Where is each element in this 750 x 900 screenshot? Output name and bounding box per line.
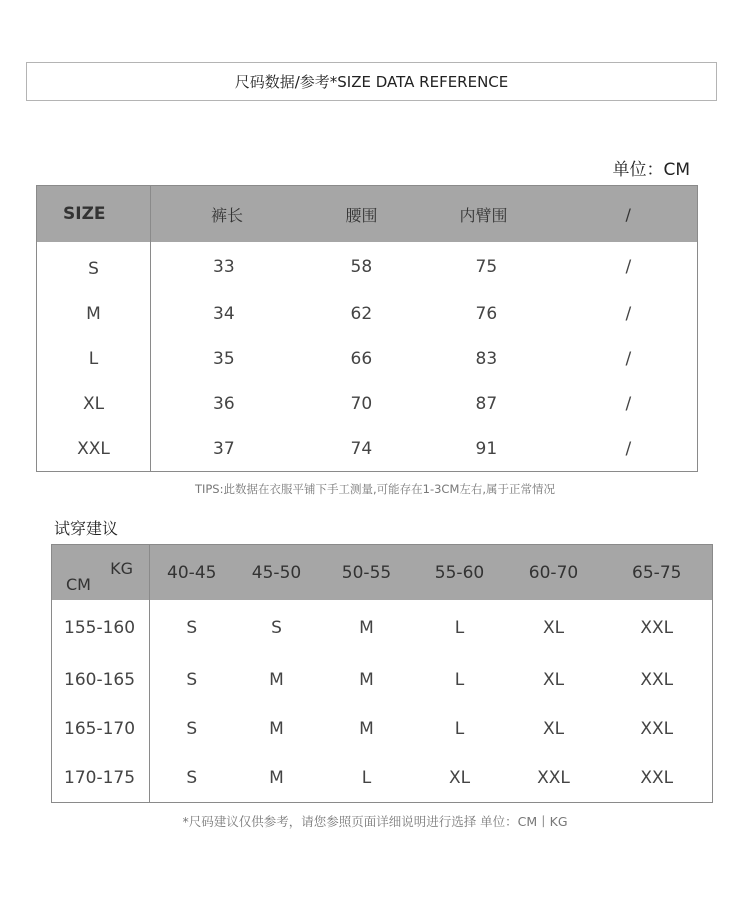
size-cell: XXL (640, 617, 674, 638)
waist-cell: 74 (350, 438, 373, 459)
size-cell: M (269, 767, 284, 788)
slash-cell: / (625, 393, 632, 414)
inner-arm-cell: 87 (475, 393, 498, 414)
header-waist: 腰围 (287, 186, 402, 243)
size-cell: M (269, 718, 284, 739)
weight-unit-label: KG (110, 559, 133, 578)
size-cell: S (271, 617, 282, 638)
pants-length-cell: 36 (213, 393, 235, 414)
size-cell: XL (448, 767, 471, 788)
header-slash: / (554, 186, 698, 243)
fit-advice-table (51, 544, 713, 803)
table-row (37, 426, 698, 472)
table-row (37, 381, 698, 426)
size-cell: XL (37, 381, 151, 426)
header-inner-arm: 内臂围 (402, 186, 554, 243)
inner-arm-cell: 76 (475, 303, 498, 324)
slash-cell: / (625, 303, 632, 324)
inner-arm-cell: 83 (475, 348, 498, 369)
unit-label: 单位：CM (612, 160, 690, 180)
height-cell: 160-165 (52, 655, 150, 704)
weight-header: 50-55 (320, 545, 414, 601)
table-row (37, 336, 698, 381)
size-cell: XXL (640, 669, 674, 690)
weight-header: 40-45 (150, 545, 234, 601)
size-cell: XL (542, 718, 565, 739)
slash-cell: / (625, 438, 632, 459)
size-reference-banner (26, 62, 717, 101)
inner-arm-cell: 91 (475, 438, 498, 459)
size-cell: XXL (640, 718, 674, 739)
height-unit-label: CM (66, 575, 91, 594)
waist-cell: 70 (350, 393, 373, 414)
height-cell: 165-170 (52, 704, 150, 753)
measurement-tips: TIPS:此数据在衣服平铺下手工测量,可能存在1-3CM左右,属于正常情况 (194, 482, 556, 496)
waist-cell: 58 (350, 256, 373, 277)
slash-cell: / (625, 256, 632, 277)
table-row (37, 242, 698, 291)
table-row (52, 655, 713, 704)
table-row (37, 291, 698, 336)
header-size: SIZE (37, 186, 151, 243)
size-cell: S (186, 669, 198, 690)
size-table-header (37, 186, 698, 243)
size-cell: M (37, 291, 151, 336)
size-data-table (36, 185, 698, 472)
size-cell: XXL (537, 767, 570, 788)
pants-length-cell: 35 (213, 348, 235, 369)
size-cell: S (186, 767, 198, 788)
size-cell: L (454, 718, 465, 739)
weight-header: 65-75 (602, 545, 713, 601)
header-pants-length: 裤长 (151, 186, 287, 243)
size-cell: L (454, 617, 465, 638)
size-cell: XXL (640, 767, 674, 788)
pants-length-cell: 34 (213, 303, 235, 324)
slash-cell: / (625, 348, 632, 369)
corner-cell (52, 545, 150, 601)
table-row (52, 753, 713, 803)
size-cell: S (37, 242, 151, 291)
size-cell: XL (542, 669, 565, 690)
weight-header: 55-60 (414, 545, 506, 601)
height-cell: 155-160 (52, 600, 150, 655)
size-cell: L (361, 767, 372, 788)
fit-advice-footnote: *尺码建议仅供参考，请您参照页面详细说明进行选择 单位：CM丨KG (182, 814, 568, 829)
pants-length-cell: 37 (213, 438, 235, 459)
size-cell: M (269, 669, 284, 690)
fit-table-header (52, 545, 713, 601)
waist-cell: 66 (350, 348, 373, 369)
size-cell: M (359, 669, 374, 690)
size-cell: M (359, 617, 374, 638)
size-cell: XXL (37, 426, 151, 472)
size-cell: S (186, 718, 198, 739)
weight-header: 45-50 (234, 545, 320, 601)
inner-arm-cell: 75 (475, 256, 498, 277)
weight-header: 60-70 (506, 545, 602, 601)
size-cell: L (454, 669, 465, 690)
size-cell: L (37, 336, 151, 381)
size-cell: XL (542, 617, 565, 638)
pants-length-cell: 33 (213, 256, 235, 277)
waist-cell: 62 (350, 303, 373, 324)
table-row (52, 600, 713, 655)
fit-advice-title: 试穿建议 (54, 519, 119, 538)
size-cell: S (186, 617, 198, 638)
height-cell: 170-175 (52, 753, 150, 803)
banner-title: 尺码数据/参考*SIZE DATA REFERENCE (234, 73, 509, 91)
size-cell: M (359, 718, 374, 739)
table-row (52, 704, 713, 753)
